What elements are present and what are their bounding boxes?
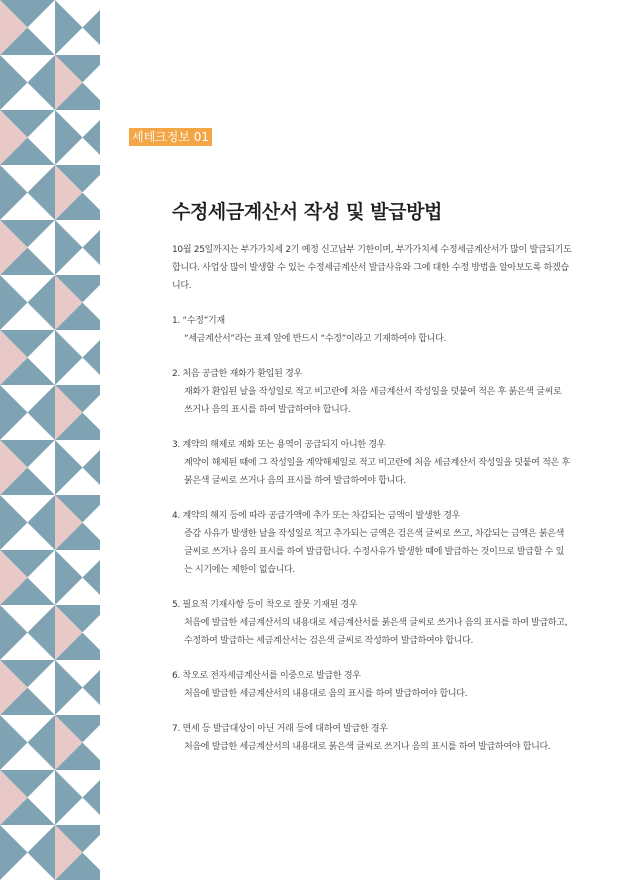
list-item-body: “세금계산서”라는 표제 앞에 반드시 “수정”이라고 기재하여야 합니다.	[184, 334, 447, 344]
article-body	[172, 241, 572, 756]
list-item-body: 처음에 발급한 세금계산서의 내용대로 붉은색 글씨로 쓰거나 음의 표시를 하여 발급하여야 합니다.	[184, 742, 551, 752]
list-item-title: 1. “수정”기재	[172, 316, 225, 326]
list-item-4	[172, 507, 572, 579]
list-item-body: 처음에 발급한 세금계산서의 내용대로 음의 표시를 하여 발급하여야 합니다.	[184, 689, 468, 699]
list-item-6	[172, 667, 572, 703]
list-item-body: 계약이 해제된 때에 그 작성일을 계약해제일로 적고 비고란에 처음 세금계산서 작성일을 덧붙여 적은 후 붉은색 글씨로 쓰거나 음의 표시를 하여 발급하여야 합니다.	[184, 458, 570, 486]
list-item-title: 3. 계약의 해제로 재화 또는 용역이 공급되지 아니한 경우	[172, 440, 386, 450]
list-item-1	[172, 312, 572, 348]
list-item-3	[172, 436, 572, 490]
list-item-5	[172, 596, 572, 650]
list-item-body: 재화가 환입된 날을 작성일로 적고 비고란에 처음 세금계산서 작성일을 덧붙여 적은 후 붉은색 글씨로 쓰거나 음의 표시를 하여 발급하여야 합니다.	[184, 387, 562, 415]
page-title: 수정세금계산서 작성 및 발급방법	[172, 201, 443, 223]
list-item-title: 2. 처음 공급한 재화가 환입된 경우	[172, 369, 302, 379]
list-item-7	[172, 720, 572, 756]
list-item-title: 7. 면세 등 발급대상이 아닌 거래 등에 대하여 발급한 경우	[172, 724, 388, 734]
list-item-2	[172, 365, 572, 419]
list-item-body: 처음에 발급한 세금계산서의 내용대로 세금계산서를 붉은색 글씨로 쓰거나 음의 표시를 하여 발급하고, 수정하여 발급하는 세금계산서는 검은색 글씨로 작성하여 발급하여야 합니다.	[184, 618, 568, 646]
section-badge: 세테크정보 01	[129, 128, 212, 146]
list-item-title: 5. 필요적 기재사항 등이 착오로 잘못 기재된 경우	[172, 600, 358, 610]
list-item-title: 4. 계약의 해지 등에 따라 공급가액에 추가 또는 차감되는 금액이 발생한 경우	[172, 511, 460, 521]
list-item-title: 6. 착오로 전자세금계산서를 이중으로 발급한 경우	[172, 671, 361, 681]
intro-paragraph: 10월 25일까지는 부가가치세 2기 예정 신고납부 기한이며, 부가가치세 수정세금계산서가 많이 발급되기도 합니다. 사업상 많이 발생할 수 있는 수정세금계산서 발급사유와 그에 대한 수정 방법을 알아보도록 하겠습니다.	[172, 245, 572, 291]
list-item-body: 증감 사유가 발생한 날을 작성일로 적고 추가되는 금액은 검은색 글씨로 쓰고, 차감되는 금액은 붉은색 글씨로 쓰거나 음의 표시를 하여 발급합니다. 수정사유가 발생한 때에 발급하는 것이므로 발급할 수 있는 시기에는 제한이 없습니다.	[184, 529, 565, 575]
